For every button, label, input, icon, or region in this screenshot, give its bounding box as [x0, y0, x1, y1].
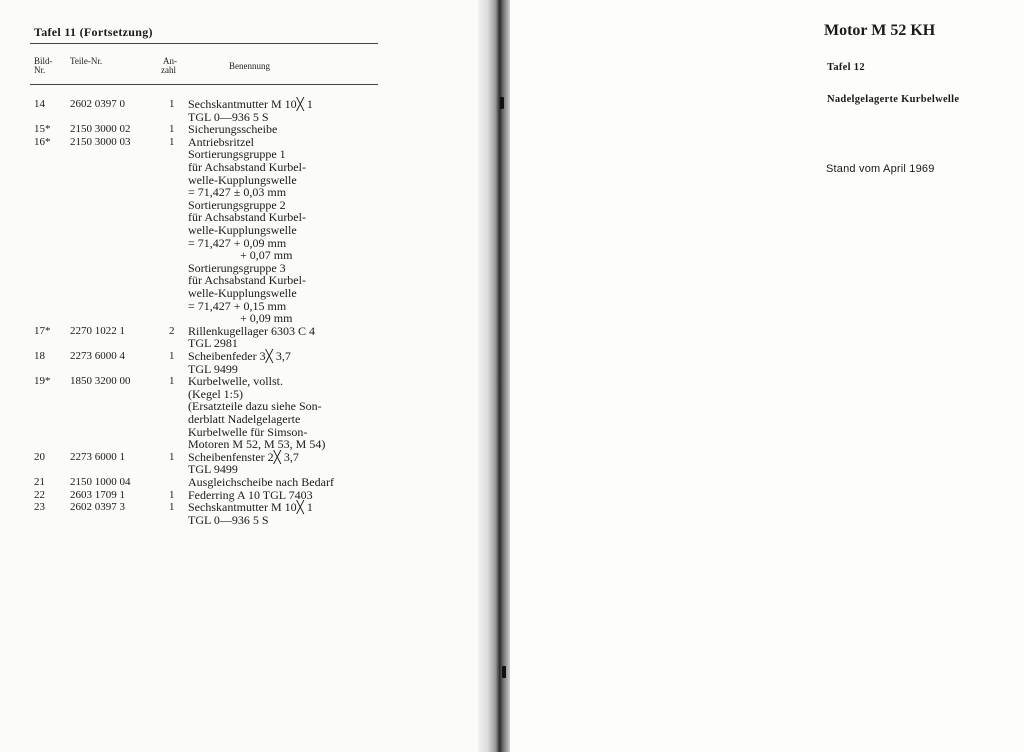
col-head-benennung: Benennung — [229, 61, 270, 71]
benennung-cell: (Kegel 1:5) — [188, 386, 243, 401]
benennung-cell: Sicherungsscheibe — [188, 122, 278, 137]
bild-nr-cell: 14 — [34, 98, 45, 110]
bild-nr-cell: 17* — [34, 324, 51, 337]
table-row — [0, 388, 478, 400]
anzahl-cell: 1 — [169, 135, 175, 148]
table-row — [0, 463, 478, 475]
benennung-cell: = 71,427 ± 0,03 mm — [188, 185, 287, 200]
table-row — [0, 249, 478, 261]
anzahl-cell: 1 — [169, 98, 175, 110]
bild-nr-cell: 20 — [34, 450, 45, 463]
table-row — [0, 287, 478, 299]
bild-nr-cell: 16* — [34, 135, 51, 148]
benennung-cell: Sechskantmutter M 10╳ 1 — [188, 97, 313, 111]
table-row — [0, 111, 478, 123]
benennung-cell: Sechskantmutter M 10╳ 1 — [188, 500, 313, 515]
benennung-cell: Motoren M 52, M 53, M 54) — [188, 437, 326, 452]
teile-nr-cell: 2150 3000 02 — [70, 123, 131, 136]
benennung-cell: TGL 9499 — [188, 462, 238, 477]
table-row — [0, 123, 478, 135]
benennung-cell: für Achsabstand Kurbel- — [188, 160, 306, 174]
anzahl-cell: 2 — [169, 324, 175, 337]
benennung-cell: = 71,427 + 0,09 mm — [188, 235, 287, 250]
tafel-label: Tafel 12 — [827, 62, 865, 73]
benennung-cell: Federring A 10 TGL 7403 — [188, 487, 313, 502]
col-head-teile: Teile-Nr. — [70, 56, 103, 66]
table-heading: Tafel 11 (Fortsetzung) — [34, 25, 153, 39]
teile-nr-cell: 2602 0397 0 — [70, 98, 125, 110]
table-row — [0, 413, 478, 425]
table-row — [0, 274, 478, 286]
benennung-cell: Ausgleichscheibe nach Bedarf — [188, 475, 334, 489]
benennung-cell: welle-Kupplungswelle — [188, 172, 297, 187]
table-row — [0, 426, 478, 438]
anzahl-cell: 1 — [169, 350, 175, 362]
header-rule-top — [30, 43, 378, 44]
table-row — [0, 98, 478, 110]
teile-nr-cell: 2270 1022 1 — [70, 324, 125, 337]
anzahl-cell: 1 — [169, 450, 175, 463]
bild-nr-cell: 15* — [34, 123, 51, 136]
table-row — [0, 501, 478, 513]
table-row — [0, 148, 478, 160]
anzahl-cell: 1 — [169, 488, 175, 501]
benennung-cell: TGL 0—936 5 S — [188, 109, 269, 124]
table-row — [0, 312, 478, 324]
table-row — [0, 199, 478, 211]
benennung-cell: Rillenkugellager 6303 C 4 — [188, 323, 315, 338]
section-subtitle: Nadelgelagerte Kurbelwelle — [827, 94, 960, 105]
benennung-cell: Scheibenfenster 2╳ 3,7 — [188, 449, 299, 464]
table-row — [0, 237, 478, 249]
anzahl-cell: 1 — [169, 123, 175, 136]
table-row — [0, 363, 478, 375]
col-head-bild-1: Bild- — [34, 56, 53, 66]
teile-nr-cell: 1850 3200 00 — [70, 375, 131, 388]
book-gutter — [478, 0, 510, 752]
col-head-bild-2: Nr. — [34, 65, 46, 75]
benennung-cell: Kurbelwelle, vollst. — [188, 374, 283, 389]
table-row — [0, 476, 478, 488]
motor-title: Motor M 52 KH — [824, 22, 936, 39]
benennung-cell: Sortierungsgruppe 2 — [188, 197, 286, 212]
benennung-cell: Scheibenfeder 3╳ 3,7 — [188, 349, 291, 363]
benennung-cell: für Achsabstand Kurbel- — [188, 210, 306, 225]
binding-staple-bottom — [502, 666, 506, 678]
table-row — [0, 161, 478, 173]
teile-nr-cell: 2150 3000 03 — [70, 135, 131, 148]
benennung-cell: (Ersatzteile dazu siehe Son- — [188, 399, 322, 414]
benennung-cell: für Achsabstand Kurbel- — [188, 273, 306, 288]
benennung-cell: Antriebsritzel — [188, 134, 254, 149]
binding-staple-top — [500, 97, 504, 109]
table-row — [0, 375, 478, 387]
benennung-cell: welle-Kupplungswelle — [188, 286, 297, 300]
benennung-cell: + 0,09 mm — [240, 311, 293, 326]
table-row — [0, 224, 478, 236]
table-row — [0, 211, 478, 223]
bild-nr-cell: 23 — [34, 501, 45, 514]
table-row — [0, 489, 478, 501]
table-row — [0, 186, 478, 198]
header-rule-bottom — [30, 84, 378, 85]
table-row — [0, 325, 478, 337]
teile-nr-cell: 2273 6000 4 — [70, 350, 125, 362]
table-row — [0, 514, 478, 526]
table-row — [0, 300, 478, 312]
benennung-cell: TGL 0—936 5 S — [188, 512, 269, 527]
teile-nr-cell: 2273 6000 1 — [70, 450, 125, 463]
teile-nr-cell: 2150 1000 04 — [70, 476, 131, 488]
table-row — [0, 262, 478, 274]
table-row — [0, 451, 478, 463]
benennung-cell: = 71,427 + 0,15 mm — [188, 298, 287, 313]
anzahl-cell: 1 — [169, 375, 175, 388]
anzahl-cell: 1 — [169, 501, 175, 514]
teile-nr-cell: 2602 0397 3 — [70, 501, 125, 514]
benennung-cell: TGL 9499 — [188, 361, 238, 376]
col-head-anzahl-1: An- — [163, 56, 177, 66]
right-page — [510, 0, 1024, 752]
table-row — [0, 174, 478, 186]
benennung-cell: + 0,07 mm — [240, 248, 293, 263]
teile-nr-cell: 2603 1709 1 — [70, 488, 125, 501]
table-row — [0, 136, 478, 148]
benennung-cell: TGL 2981 — [188, 336, 238, 351]
bild-nr-cell: 19* — [34, 375, 51, 388]
edition-date: Stand vom April 1969 — [826, 163, 935, 175]
benennung-cell: derblatt Nadelgelagerte — [188, 412, 301, 426]
bild-nr-cell: 21 — [34, 476, 45, 488]
table-row — [0, 350, 478, 362]
table-row — [0, 438, 478, 450]
col-head-anzahl-2: zahl — [161, 65, 176, 75]
bild-nr-cell: 22 — [34, 488, 45, 501]
table-row — [0, 337, 478, 349]
table-row — [0, 400, 478, 412]
benennung-cell: Sortierungsgruppe 3 — [188, 260, 286, 275]
benennung-cell: Kurbelwelle für Simson- — [188, 424, 308, 439]
bild-nr-cell: 18 — [34, 350, 45, 362]
benennung-cell: Sortierungsgruppe 1 — [188, 147, 286, 162]
benennung-cell: welle-Kupplungswelle — [188, 223, 297, 237]
